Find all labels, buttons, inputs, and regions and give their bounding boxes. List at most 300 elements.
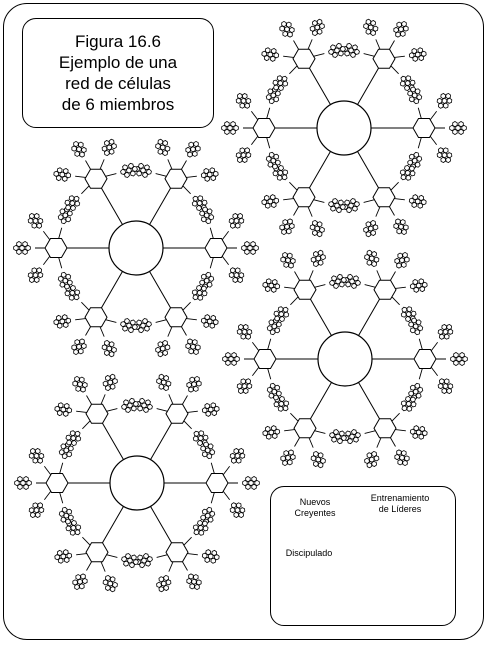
new-believer-cell [408,160,413,165]
new-believer-cell [197,441,202,446]
new-believer-cell [291,454,296,459]
new-believers-cluster [400,165,415,180]
new-believer-cell [443,148,448,153]
new-believers-cluster [236,93,251,108]
new-believer-cell [71,525,76,530]
new-believers-cluster [263,426,280,440]
new-believer-cell [247,383,252,388]
new-believers-cluster [243,477,260,490]
new-believer-cell [194,386,199,391]
new-believer-cell [74,196,79,201]
new-believer-cell [269,393,274,398]
new-believer-cell [226,353,231,358]
new-believers-cluster [410,426,427,440]
new-believer-cell [338,200,343,205]
new-believers-cluster [365,250,379,266]
new-believer-cell [75,340,80,345]
new-believer-cell [231,129,236,134]
network-hub [317,101,371,155]
new-believer-cell [279,86,284,91]
new-believers-cluster [281,450,295,466]
new-believer-cell [412,318,417,323]
leader-cell [253,118,275,137]
new-believer-cell [80,377,85,382]
new-believer-cell [410,385,415,390]
new-believers-cluster [329,199,346,213]
new-believer-cell [447,98,452,103]
new-believer-cell [346,431,351,436]
new-believers-cluster [192,285,207,300]
new-believers-cluster [121,319,138,333]
new-believers-cluster [262,48,279,62]
new-believers-cluster [437,148,452,163]
new-believer-cell [417,156,422,161]
new-believers-cluster [394,219,408,235]
new-believer-cell [312,230,317,235]
new-believer-cell [137,171,142,176]
new-believer-cell [104,350,109,355]
new-believer-cell [109,352,114,357]
new-believer-cell [404,86,409,91]
new-believer-cell [211,558,216,563]
new-believers-cluster [230,448,245,463]
new-believers-cluster [401,396,416,411]
new-believer-cell [192,290,197,295]
leader-group [262,19,346,90]
new-believer-cell [60,209,65,214]
new-believers-cluster [310,19,324,35]
new-believers-cluster [395,252,409,268]
new-believers-cluster [54,168,71,182]
new-believers-cluster [409,195,426,209]
new-believer-cell [413,195,418,200]
new-believer-cell [273,80,278,85]
new-believer-cell [405,81,410,86]
legend-leader-training-line-1: Entrenamiento [370,493,430,503]
new-believer-cell [372,261,377,266]
new-believer-cell [193,525,198,530]
new-believer-cell [234,449,239,454]
new-believers-cluster [103,575,117,591]
figure-title-line-1: Figura 16.6 [75,32,161,51]
new-believers-cluster [364,19,378,35]
new-believer-cell [333,430,338,435]
new-believer-cell [310,26,315,31]
new-believer-cell [402,229,407,234]
new-believer-cell [284,451,289,456]
new-believer-cell [284,312,289,317]
new-believer-cell [69,196,74,201]
new-believer-cell [67,452,72,457]
new-believer-cell [282,175,287,180]
new-believer-cell [80,584,85,589]
new-believer-cell [157,582,162,587]
new-believer-cell [238,324,243,329]
new-believers-cluster [437,93,452,108]
new-believer-cell [409,391,414,396]
leader-group [136,374,220,445]
new-believer-cell [210,511,215,516]
new-believer-cell [158,342,163,347]
new-believer-cell [66,205,71,210]
new-believer-cell [58,215,63,220]
new-believer-cell [341,277,346,282]
new-believer-cell [230,268,235,273]
new-believer-cell [76,436,81,441]
new-believer-cell [72,520,77,525]
new-believers-cluster [222,122,239,135]
new-believer-cell [209,276,214,281]
new-believer-cell [241,379,246,384]
new-believers-cluster [237,324,252,339]
new-believer-cell [24,484,29,489]
new-believer-cell [331,45,336,50]
new-believer-cell [271,202,276,207]
new-believer-cell [446,157,451,162]
new-believer-cell [438,329,443,334]
new-believer-cell [454,353,459,358]
new-believer-cell [206,219,211,224]
new-believer-cell [313,461,318,466]
new-believers-cluster [28,213,43,228]
new-believer-cell [394,27,399,32]
new-believer-cell [406,312,411,317]
new-believer-cell [442,325,447,330]
new-believer-cell [406,76,411,81]
new-believer-cell [243,325,248,330]
new-believer-cell [35,512,40,517]
new-believer-cell [279,312,284,317]
new-believer-cell [410,328,415,333]
new-believer-cell [122,404,127,409]
new-believer-cell [245,103,250,108]
new-believers-cluster [187,376,201,392]
new-believers-cluster [103,374,117,390]
new-believer-cell [193,196,198,201]
new-believer-cell [37,223,42,228]
new-believer-cell [103,381,108,386]
new-believer-cell [164,585,169,590]
new-believer-cell [278,81,283,86]
new-believer-cell [198,436,203,441]
leader-cell [414,349,436,368]
new-believer-cell [76,525,81,530]
legend-leader-training-line-2: de Líderes [378,504,422,514]
new-believer-cell [278,307,283,312]
new-believer-cell [35,449,40,454]
new-believer-cell [67,440,72,445]
new-believer-cell [353,276,358,281]
leader-cell [166,543,188,562]
new-believer-cell [109,342,114,347]
new-believer-cell [164,385,169,390]
new-believers-cluster [438,379,453,394]
new-believer-cell [340,46,345,51]
new-believer-cell [442,388,447,393]
new-believer-cell [164,376,169,381]
new-believer-cell [288,32,293,37]
new-believer-cell [332,199,337,204]
new-believer-cell [245,242,250,247]
new-believer-cell [415,89,420,94]
new-believer-cell [33,503,38,508]
new-believer-cell [147,557,152,562]
new-believer-cell [246,152,251,157]
legend-discipleship-label: Discipulado [285,548,333,558]
new-believer-cell [198,295,203,300]
new-believer-cell [62,176,67,181]
new-believer-cell [156,347,161,352]
new-believer-cell [110,577,115,582]
new-believer-cell [280,225,285,230]
new-believers-cluster [135,163,152,177]
new-believer-cell [275,316,280,321]
new-believers-cluster [237,379,252,394]
new-believer-cell [211,175,216,180]
new-believer-cell [276,322,281,327]
new-believer-cell [63,411,68,416]
new-believer-cell [246,334,251,339]
new-believer-cell [459,129,464,134]
new-believer-cell [201,217,206,222]
new-believer-cell [242,157,247,162]
new-believer-cell [409,154,414,159]
new-believer-cell [240,103,245,108]
new-believer-cell [352,283,357,288]
new-believer-cell [210,323,215,328]
new-believers-cluster [395,450,409,466]
new-believers-cluster [29,503,44,518]
leader-group [343,165,427,236]
new-believer-cell [329,49,334,54]
new-believer-cell [279,401,284,406]
new-believer-cell [447,388,452,393]
new-believer-cell [267,326,272,331]
new-believer-cell [404,165,409,170]
new-believers-cluster [187,574,201,590]
new-believer-cell [405,396,410,401]
new-believer-cell [32,268,37,273]
new-believer-cell [274,311,279,316]
new-believer-cell [189,142,194,147]
new-believer-cell [268,89,273,94]
new-believer-cell [123,326,128,331]
figure-title-line-4: de 6 miembros [61,95,175,114]
new-believer-cell [272,164,277,169]
new-believer-cell [274,85,279,90]
leader-group [344,396,428,467]
leader-group [262,165,346,236]
new-believer-cell [158,139,163,144]
leader-cell [293,49,315,68]
new-believers-cluster [438,324,453,339]
new-believers-cluster [156,340,170,356]
new-believer-cell [273,171,278,176]
network-hub [318,332,372,386]
cell-network-1 [222,19,467,237]
new-believer-cell [395,258,400,263]
new-believer-cell [229,218,234,223]
new-believer-cell [411,311,416,316]
new-believer-cell [74,295,79,300]
new-believer-cell [268,162,273,167]
new-believer-cell [145,400,150,405]
new-believer-cell [190,584,195,589]
new-believer-cell [397,229,402,234]
leader-cell [205,238,227,257]
new-believer-cell [270,383,275,388]
new-believer-cell [241,334,246,339]
new-believer-cell [66,435,71,440]
new-believers-cluster [72,339,86,355]
new-believer-cell [352,206,357,211]
new-believer-cell [72,441,77,446]
new-believer-cell [75,530,80,535]
new-believer-cell [29,508,34,513]
new-believer-cell [62,507,67,512]
new-believer-cell [277,175,282,180]
new-believer-cell [367,453,372,458]
new-believer-cell [159,577,164,582]
new-believer-cell [139,163,144,168]
new-believer-cell [197,201,202,206]
new-believer-cell [444,379,449,384]
new-believer-cell [60,282,65,287]
new-believer-cell [66,217,71,222]
new-believer-cell [65,519,70,524]
leader-group [223,318,282,400]
new-believer-cell [196,146,201,151]
new-believer-cell [317,29,322,34]
new-believer-cell [352,45,357,50]
new-believer-cell [411,402,416,407]
leader-group [408,87,467,169]
new-believer-cell [204,442,209,447]
new-believer-cell [144,165,149,170]
new-believers-cluster [236,148,251,163]
new-believer-cell [280,317,285,322]
new-believers-cluster [136,398,153,412]
new-believer-cell [366,29,371,34]
new-believer-cell [82,343,87,348]
new-believers-cluster [202,550,219,564]
new-believer-cell [207,209,212,214]
new-believer-cell [402,451,407,456]
new-believer-cell [28,273,33,278]
leader-cell [85,169,107,188]
new-believer-cell [401,175,406,180]
new-believer-cell [405,170,410,175]
new-believer-cell [372,252,377,257]
new-believer-cell [231,503,236,508]
new-believer-cell [197,520,202,525]
new-believer-cell [279,165,284,170]
new-believer-cell [34,277,39,282]
figure-title-line-2: Ejemplo de una [58,53,178,72]
new-believers-cluster [65,196,80,211]
new-believer-cell [277,76,282,81]
new-believers-cluster [186,141,200,157]
new-believer-cell [197,290,202,295]
new-believer-cell [280,396,285,401]
new-believer-cell [413,279,418,284]
leader-cell [254,349,276,368]
new-believer-cell [130,171,135,176]
new-believer-cell [110,587,115,592]
new-believer-cell [330,280,335,285]
new-believer-cell [237,93,242,98]
new-believers-cluster [29,448,44,463]
new-believer-cell [437,98,442,103]
new-believer-cell [194,431,199,436]
new-believer-cell [208,444,213,449]
new-believer-cell [371,21,376,26]
new-believer-cell [104,340,109,345]
new-believer-cell [202,200,207,205]
new-believer-cell [318,463,323,468]
new-believer-cell [189,574,194,579]
new-believer-cell [242,94,247,99]
new-believer-cell [131,406,136,411]
leader-cell [413,118,435,137]
new-believer-cell [76,575,81,580]
new-believers-cluster [122,554,139,568]
leader-cell [85,308,107,327]
new-believers-cluster [311,250,325,266]
new-believer-cell [112,144,117,149]
new-believer-cell [129,563,134,568]
new-believers-cluster [263,279,280,293]
leader-cell [45,238,67,257]
new-believer-cell [336,208,341,213]
new-believers-cluster [102,139,116,155]
new-believer-cell [252,484,257,489]
leader-group [344,250,428,321]
leader-cell [166,404,188,423]
new-believers-cluster [157,575,171,591]
new-believer-cell [70,431,75,436]
new-believer-cell [366,19,371,24]
leader-group [263,250,347,321]
new-believers-cluster [193,520,208,535]
new-believer-cell [203,435,208,440]
new-believer-cell [133,401,138,406]
new-believers-cluster [329,43,346,57]
new-believers-cluster [330,430,347,444]
new-believer-cell [83,578,88,583]
new-believers-cluster [280,219,294,235]
leader-group [14,207,73,289]
new-believers-cluster [242,242,259,255]
new-believer-cell [246,477,251,482]
new-believer-cell [121,169,126,174]
new-believer-cell [57,168,62,173]
new-believer-cell [188,339,193,344]
new-believers-cluster [229,213,244,228]
new-believer-cell [113,379,118,384]
new-believers-cluster [186,339,200,355]
leader-cell [294,280,316,299]
new-believer-cell [401,312,406,317]
new-believers-cluster [135,319,152,333]
new-believer-cell [132,166,137,171]
new-believer-cell [201,515,206,520]
new-believer-cell [208,517,213,522]
new-believer-cell [201,274,206,279]
new-believer-cell [371,230,376,235]
new-believer-cell [61,272,66,277]
new-believer-cell [401,220,406,225]
